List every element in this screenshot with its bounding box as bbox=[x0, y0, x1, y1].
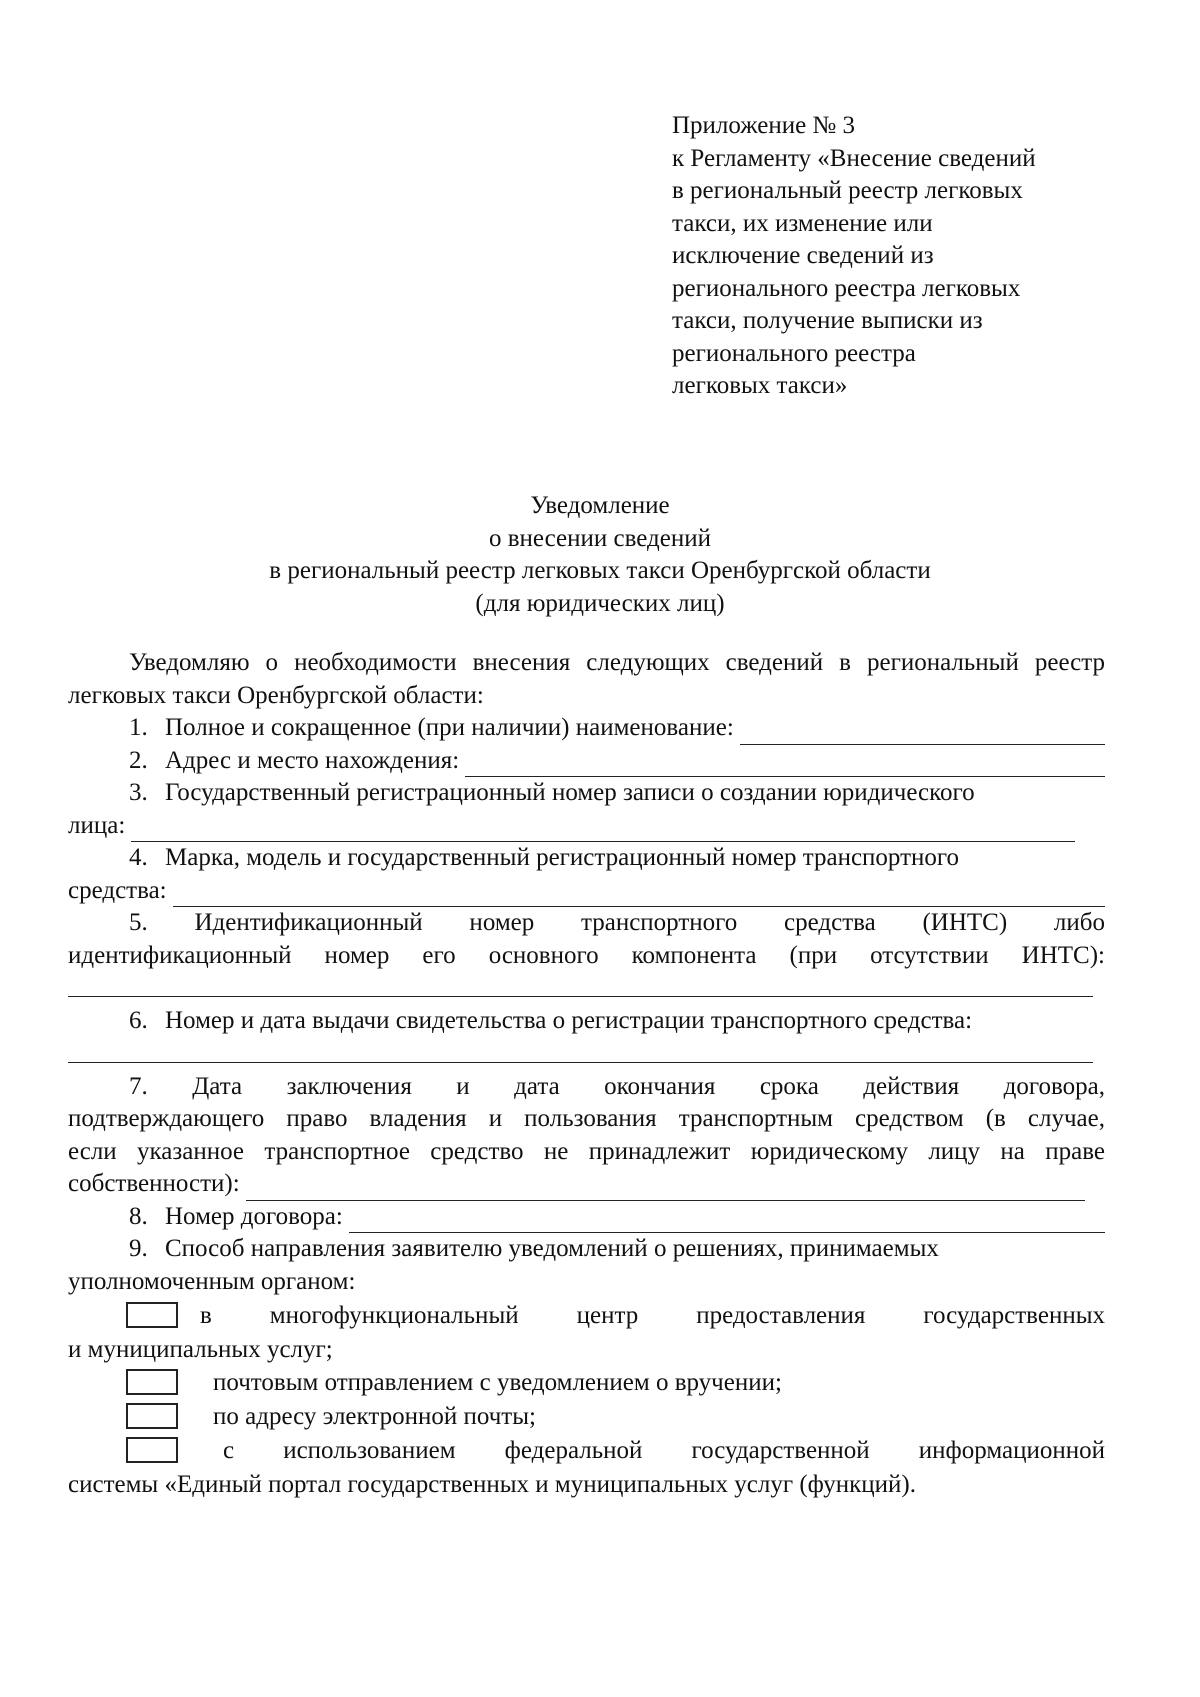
intro-paragraph: Уведомляю о необходимости внесения следующих сведений в региональный реестр легковых такси Оренбургской области: bbox=[68, 649, 1105, 709]
item-7-cont bbox=[68, 1168, 1085, 1201]
document-title bbox=[100, 490, 1100, 620]
item-number: 4. bbox=[129, 844, 148, 871]
appendix-line: легковых такси» bbox=[672, 372, 848, 399]
appendix-line: регионального реестра легковых bbox=[672, 274, 1021, 302]
contract-number-field[interactable] bbox=[349, 1208, 1105, 1233]
item-7-line3: если указанное транспортное средство не принадлежит юридическому лицу на праве bbox=[68, 1137, 1105, 1165]
option-label: по адресу электронной почты; bbox=[213, 1402, 536, 1430]
item-number: 5. bbox=[129, 909, 148, 936]
item-number: 7. bbox=[129, 1072, 148, 1100]
item-label: собственности): bbox=[68, 1170, 240, 1197]
item-number: 2. bbox=[129, 746, 148, 774]
item-4-cont bbox=[68, 875, 1105, 908]
email-checkbox[interactable] bbox=[126, 1403, 178, 1429]
item-number: 9. bbox=[129, 1235, 148, 1262]
appendix-line: в региональный реестр легковых bbox=[672, 177, 1023, 204]
certificate-field[interactable] bbox=[68, 1036, 1093, 1063]
item-label: Государственный регистрационный номер записи о создании юридического bbox=[165, 779, 975, 806]
item-5-cont: идентификационный номер его основного компонента (при отсутствии ИНТС): bbox=[68, 941, 1105, 969]
title-line: Уведомление bbox=[530, 492, 670, 519]
item-label: Адрес и место нахождения: bbox=[165, 746, 460, 774]
item-4 bbox=[68, 842, 1105, 875]
item-5 bbox=[68, 907, 1105, 940]
item-3 bbox=[68, 777, 1105, 810]
item-label: средства: bbox=[68, 876, 167, 904]
item-label: Способ направления заявителю уведомлений о решениях, принимаемых bbox=[165, 1235, 939, 1262]
item-3-cont bbox=[68, 810, 1075, 843]
appendix-line: к Регламенту «Внесение сведений bbox=[672, 144, 1036, 172]
item-7-line2: подтверждающего право владения и пользования транспортным средством (в случае, bbox=[68, 1105, 1105, 1132]
option-portal-cont: системы «Единый портал государственных и муниципальных услуг (функций). bbox=[68, 1470, 916, 1498]
item-label: Номер и дата выдачи свидетельства о регистрации транспортного средства: bbox=[165, 1007, 973, 1034]
item-8 bbox=[68, 1201, 1105, 1234]
item-2 bbox=[68, 745, 1105, 778]
item-label: Идентификационный номер транспортного средства (ИНТС) либо bbox=[194, 909, 1105, 936]
title-line: в региональный реестр легковых такси Оренбургской области bbox=[269, 557, 931, 584]
name-field[interactable] bbox=[740, 720, 1105, 745]
appendix-line: исключение сведений из bbox=[672, 242, 934, 269]
item-label: Полное и сокращенное (при наличии) наименование: bbox=[165, 714, 734, 741]
option-post bbox=[68, 1367, 1105, 1401]
option-portal bbox=[68, 1435, 1105, 1469]
item-number: 6. bbox=[129, 1007, 148, 1034]
item-6 bbox=[68, 1005, 1105, 1038]
item-label: Марка, модель и государственный регистрационный номер транспортного bbox=[165, 844, 960, 871]
appendix-header bbox=[672, 110, 1112, 403]
option-mfc bbox=[68, 1300, 1105, 1334]
item-number: 8. bbox=[129, 1202, 148, 1230]
contract-dates-field[interactable] bbox=[246, 1176, 1085, 1201]
item-9-cont: уполномоченным органом: bbox=[68, 1267, 356, 1295]
form-body bbox=[68, 647, 1105, 1501]
item-label: лица: bbox=[68, 811, 126, 839]
vehicle-field[interactable] bbox=[173, 882, 1105, 907]
address-field[interactable] bbox=[465, 752, 1105, 777]
appendix-line: такси, их изменение или bbox=[672, 209, 933, 237]
option-mfc-cont: и муниципальных услуг; bbox=[68, 1336, 333, 1363]
post-checkbox[interactable] bbox=[126, 1369, 178, 1395]
item-number: 3. bbox=[129, 779, 148, 806]
vin-field[interactable] bbox=[68, 970, 1093, 997]
title-line: о внесении сведений bbox=[488, 524, 711, 552]
item-1 bbox=[68, 712, 1105, 745]
mfc-checkbox[interactable] bbox=[126, 1302, 178, 1328]
portal-checkbox[interactable] bbox=[126, 1437, 178, 1463]
registration-number-field[interactable] bbox=[131, 817, 1075, 842]
option-label: с использованием федеральной государственной информационной bbox=[223, 1436, 1105, 1464]
option-label: почтовым отправлением с уведомлением о вручении; bbox=[213, 1368, 782, 1396]
item-7 bbox=[68, 1071, 1105, 1104]
option-label: в многофункциональный центр предоставления государственных bbox=[200, 1302, 1105, 1329]
appendix-line: такси, получение выписки из bbox=[672, 307, 983, 334]
appendix-line: регионального реестра bbox=[672, 339, 916, 367]
item-9 bbox=[68, 1233, 1105, 1266]
item-label: Дата заключения и дата окончания срока действия договора, bbox=[192, 1072, 1105, 1100]
title-line: (для юридических лиц) bbox=[475, 589, 725, 617]
appendix-line: Приложение № 3 bbox=[672, 112, 856, 139]
item-number: 1. bbox=[129, 714, 148, 741]
option-email bbox=[68, 1401, 1105, 1435]
item-label: Номер договора: bbox=[165, 1202, 343, 1230]
